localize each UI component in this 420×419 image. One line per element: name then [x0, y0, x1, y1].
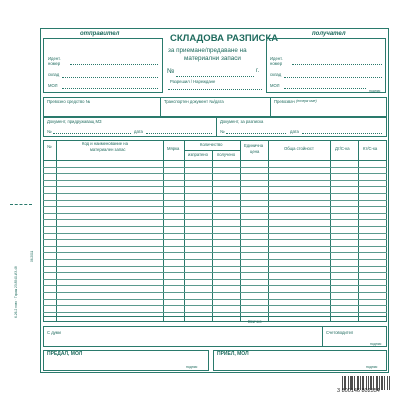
table-row: [43, 312, 387, 313]
table-row: [43, 200, 387, 201]
qty-header-split: [184, 150, 240, 151]
received-signature-label: подпис: [366, 365, 378, 369]
doc-base-no: №: [220, 129, 225, 134]
table-row: [43, 233, 387, 234]
received-label: ПРИЕЛ, МОЛ: [217, 351, 249, 357]
table-row: [43, 193, 387, 194]
sender-warehouse-label: склад: [48, 72, 60, 77]
margin-mark: [10, 204, 32, 205]
receiver-ident-label: Идент. номер: [270, 56, 283, 66]
side-print-text: 6-26-2 ново · Тираж 23-8540-ИЗ-48: [14, 266, 18, 318]
doc-base-label: Документ, за разписка: [220, 119, 264, 124]
form-subtitle-1: за приемане/предаване на: [168, 47, 247, 54]
doc-mz-date: дата: [134, 129, 143, 134]
table-row: [43, 272, 387, 273]
words-divider: [322, 326, 323, 347]
col-header-price-2: цена: [250, 149, 260, 154]
col-header-debit: Дт/С-ка: [335, 146, 350, 151]
receiver-mol-line: [284, 88, 366, 89]
table-row: [43, 239, 387, 240]
receiver-ident-line: [292, 64, 382, 65]
barcode-bar: [387, 376, 388, 390]
table-row: [43, 246, 387, 247]
form-title: СКЛАДОВА РАЗПИСКА: [170, 33, 279, 44]
transport-divider-2: [270, 97, 271, 117]
barcode-bar: [382, 376, 383, 390]
table-row: [43, 219, 387, 220]
sender-heading: отправител: [80, 31, 120, 37]
total-row-line: [43, 316, 387, 317]
barcode-bar: [381, 376, 382, 390]
col-header-unit: Мярка: [167, 146, 180, 151]
items-header-bottom: [43, 160, 387, 161]
form-subtitle-2: материални запаси: [184, 55, 241, 62]
accountant-signature-label: подпис: [370, 342, 382, 346]
barcode-bar: [384, 376, 385, 390]
receiver-mol-label: МОЛ: [270, 83, 280, 88]
barcode-number: 3 800146 802554: [337, 388, 380, 394]
doc-mz-no: №: [47, 129, 52, 134]
table-row: [43, 299, 387, 300]
carrier-hint: (почерк име): [296, 99, 317, 103]
receiver-signature-label: подпис: [369, 89, 381, 93]
doc-mz-label: Документ, придружаващ МЗ: [47, 119, 102, 124]
transport-divider-1: [160, 97, 161, 117]
col-header-qty: Количество: [200, 142, 223, 147]
receiver-warehouse-line: [284, 77, 382, 78]
city-label: г.: [256, 68, 260, 74]
handed-signature-label: подпис: [186, 365, 198, 369]
total-label: Всичко: [248, 319, 262, 324]
table-row: [43, 266, 387, 267]
table-row: [43, 180, 387, 181]
receiver-warehouse-label: склад: [270, 72, 282, 77]
table-row: [43, 279, 387, 280]
accountant-label: Счетоводител: [326, 330, 354, 335]
number-line: [176, 76, 254, 77]
receiver-heading: получател: [312, 31, 346, 37]
sender-ident-line: [70, 64, 158, 65]
sender-mol-label: МОЛ: [48, 83, 58, 88]
table-row: [43, 173, 387, 174]
transport-doc-label: Транспортен документ №/дата: [164, 99, 224, 104]
col-divider-issued: [212, 150, 213, 322]
handed-label: ПРЕДАЛ, МОЛ: [47, 351, 83, 357]
number-label: №: [167, 68, 175, 75]
table-row: [43, 292, 387, 293]
col-header-name-1: Код и наименование на: [82, 141, 128, 146]
col-header-total: Обща стойност: [284, 146, 314, 151]
side-print-code: 06.2011: [30, 250, 34, 262]
col-header-credit: Кт/С-ка: [363, 146, 378, 151]
carrier-label: Превозвач: [274, 99, 295, 104]
doc-mz-date-line: [146, 133, 212, 134]
table-row: [43, 213, 387, 214]
table-row: [43, 259, 387, 260]
sender-warehouse-line: [62, 77, 158, 78]
col-header-price-1: Единична: [244, 143, 264, 148]
doc-base-date-line: [302, 133, 382, 134]
doc-base-date: дата: [290, 129, 299, 134]
order-line: [168, 89, 262, 90]
document-divider: [216, 117, 217, 137]
col-header-name-2: материален запас: [90, 147, 126, 152]
table-row: [43, 206, 387, 207]
table-row: [43, 226, 387, 227]
doc-mz-no-line: [53, 133, 131, 134]
col-header-received: получено: [217, 152, 236, 157]
table-row: [43, 285, 387, 286]
vehicle-label: Превозно средство №: [47, 99, 91, 104]
table-row: [43, 167, 387, 168]
table-row: [43, 252, 387, 253]
barcode-bar: [389, 376, 390, 390]
table-row: [43, 186, 387, 187]
sender-ident-label: Идент. номер: [48, 56, 61, 66]
order-label: Разрешил / Нареждане: [170, 79, 216, 84]
doc-base-no-line: [226, 133, 286, 134]
words-label: С думи: [47, 330, 61, 335]
sender-mol-line: [62, 88, 158, 89]
col-header-no: №: [47, 144, 52, 149]
table-row: [43, 305, 387, 306]
col-header-issued: изпратено: [188, 152, 208, 157]
